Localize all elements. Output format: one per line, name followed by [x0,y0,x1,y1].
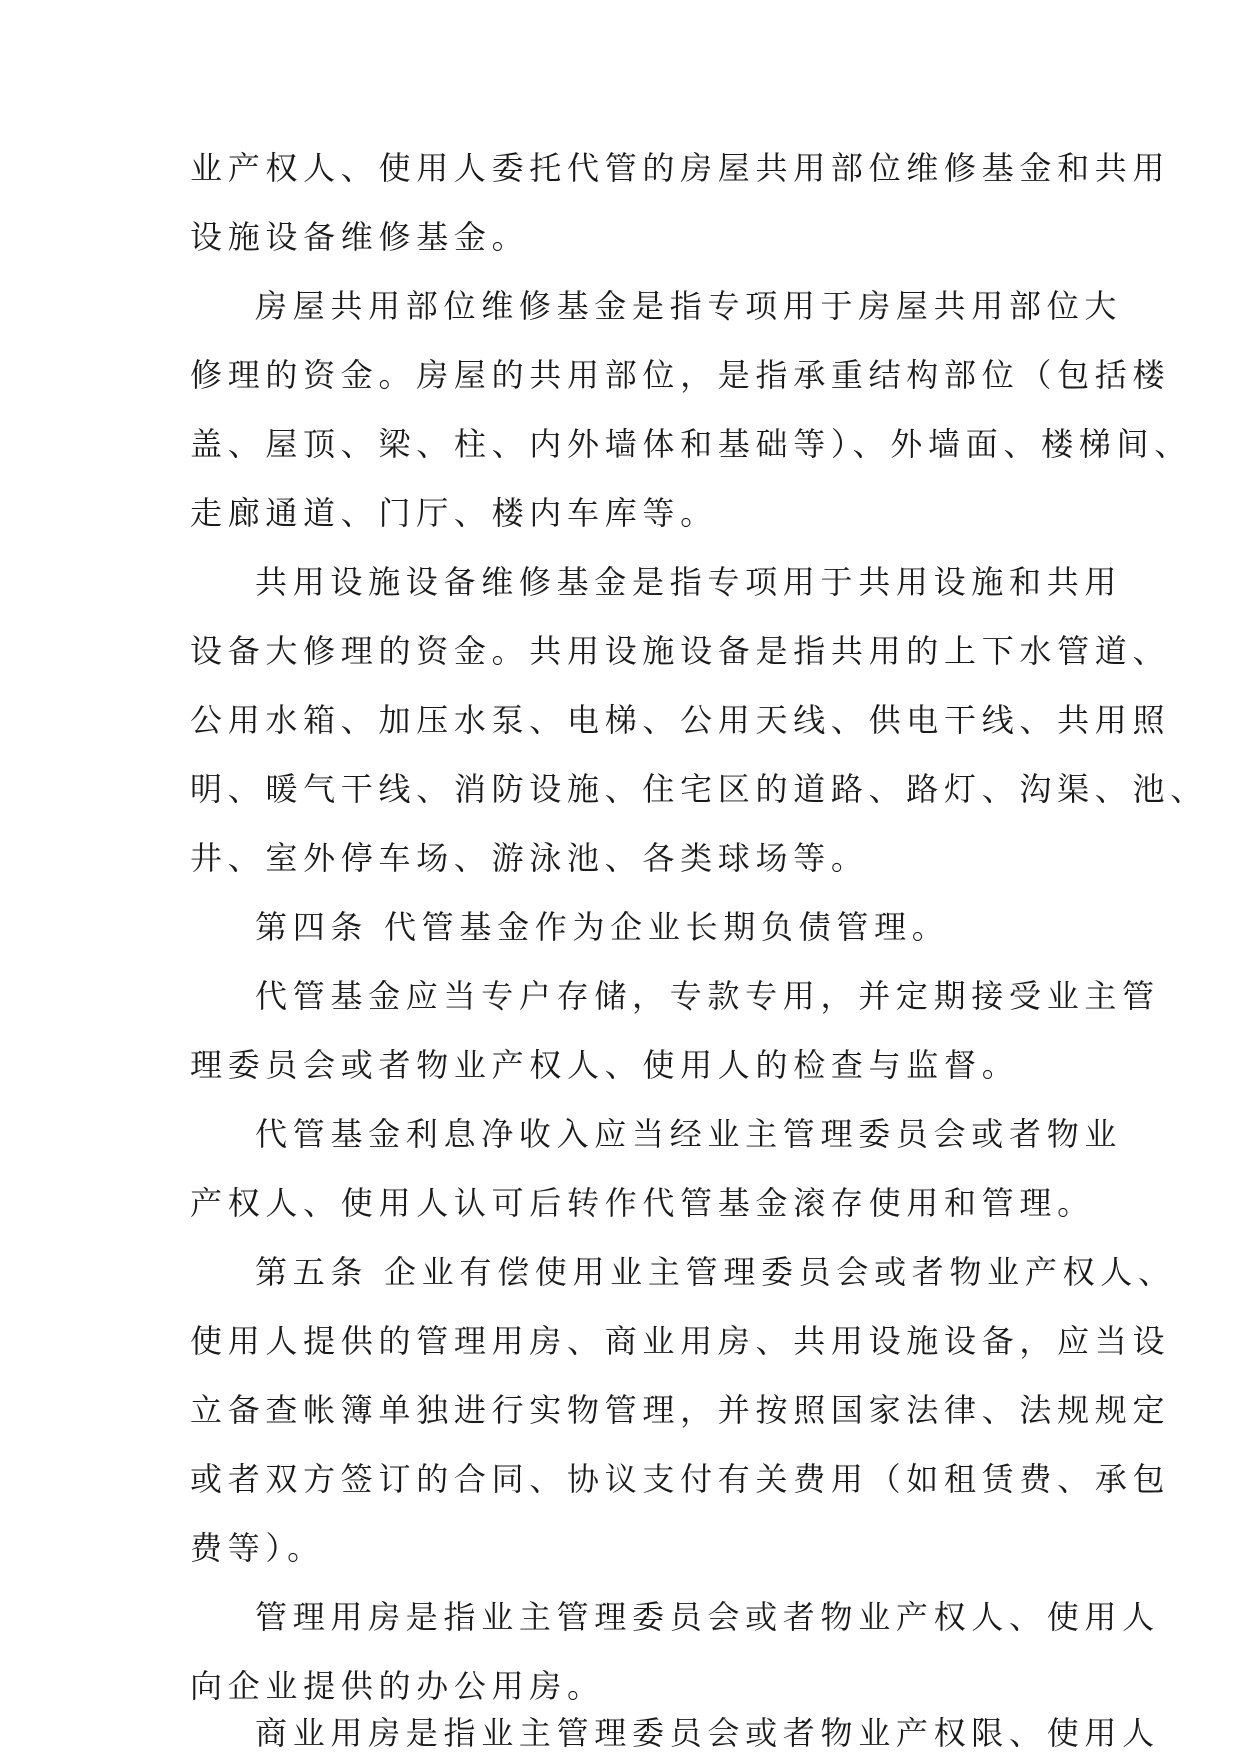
paragraph-first-line: 代管基金利息净收入应当经业主管理委员会或者物业 [255,1115,1123,1153]
text-line: 走廊通道、门厅、楼内车库等。 [190,494,718,532]
paragraph-first-line: 商业用房是指业主管理委员会或者物业产权限、使用人 [255,1714,1160,1752]
text-line: 或者双方签订的合同、协议支付有关费用（如租赁费、承包 [190,1460,1171,1498]
text-line: 理委员会或者物业产权人、使用人的检查与监督。 [190,1046,1020,1084]
text-line: 业产权人、使用人委托代管的房屋共用部位维修基金和共用 [190,149,1171,187]
text-line: 公用水箱、加压水泵、电梯、公用天线、供电干线、共用照 [190,701,1171,739]
paragraph-first-line: 管理用房是指业主管理委员会或者物业产权人、使用人 [255,1598,1160,1636]
text-line: 明、暖气干线、消防设施、住宅区的道路、路灯、沟渠、池、 [190,770,1208,808]
text-line: 向企业提供的办公用房。 [190,1667,605,1705]
text-line: 井、室外停车场、游泳池、各类球场等。 [190,839,869,877]
text-line: 立备查帐簿单独进行实物管理，并按照国家法律、法规规定 [190,1391,1171,1429]
paragraph-first-line: 房屋共用部位维修基金是指专项用于房屋共用部位大 [255,287,1123,325]
article-heading-line: 第五条 企业有偿使用业主管理委员会或者物业产权人、 [255,1253,1176,1291]
paragraph-first-line: 共用设施设备维修基金是指专项用于共用设施和共用 [255,563,1123,601]
text-line: 设备大修理的资金。共用设施设备是指共用的上下水管道、 [190,632,1171,670]
text-line: 设施设备维修基金。 [190,218,530,256]
text-line: 盖、屋顶、梁、柱、内外墙体和基础等）、外墙面、楼梯间、 [190,425,1192,463]
text-line: 修理的资金。房屋的共用部位，是指承重结构部位（包括楼 [190,356,1171,394]
text-line: 费等）。 [190,1529,325,1567]
paragraph-first-line: 代管基金应当专户存储，专款专用，并定期接受业主管 [255,977,1160,1015]
text-line: 产权人、使用人认可后转作代管基金滚存使用和管理。 [190,1184,1095,1222]
text-line: 使用人提供的管理用房、商业用房、共用设施设备，应当设 [190,1322,1171,1360]
article-heading-line: 第四条 代管基金作为企业长期负债管理。 [255,908,950,946]
